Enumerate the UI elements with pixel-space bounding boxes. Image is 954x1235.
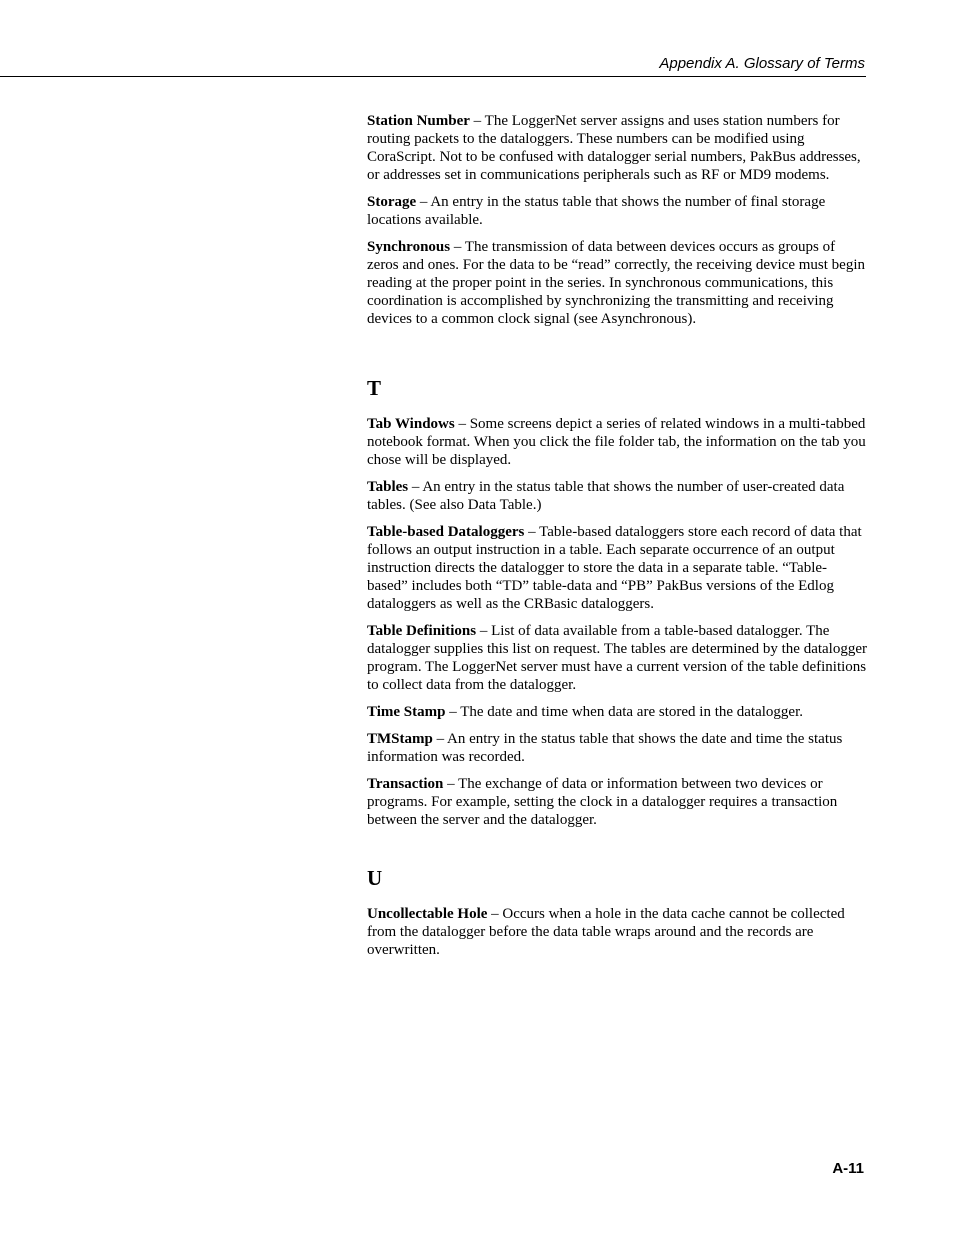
glossary-definition: – The LoggerNet server assigns and uses station numbers for routing packets to the dataloggers. These numbers can be modified using CoraScript. Not to be confused with datalogger serial numbers, PakBus addresses, or addresses set in communications peripherals such as RF or MD9 modems. <box>367 113 861 183</box>
glossary-definition: – The exchange of data or information between two devices or programs. For example, setting the clock in a datalogger requires a transaction between the server and the datalogger. <box>367 776 838 828</box>
glossary-definition: – An entry in the status table that shows the number of user-created data tables. (See also Data Table.) <box>367 479 845 513</box>
glossary-definition: – An entry in the status table that shows the number of final storage locations available. <box>367 194 826 228</box>
running-header: Appendix A. Glossary of Terms <box>659 55 865 72</box>
glossary-term: Table-based Dataloggers <box>367 524 525 540</box>
glossary-term: Synchronous <box>367 239 451 255</box>
glossary-term: Tables <box>367 479 409 495</box>
section-heading-t: T <box>367 376 382 400</box>
glossary-entry-uncollectable-hole <box>367 905 867 959</box>
glossary-entry-tab-windows <box>367 415 867 469</box>
glossary-term: Transaction <box>367 776 444 792</box>
glossary-term: Uncollectable Hole <box>367 906 488 922</box>
glossary-entry-station-number <box>367 112 867 184</box>
glossary-definition: – List of data available from a table-based datalogger. The datalogger supplies this list on request. The tables are determined by the datalogger program. The LoggerNet server must have a current version of the table definitions to collect data from the datalogger. <box>367 623 867 693</box>
t-entries <box>367 415 867 829</box>
page-number: A-11 <box>832 1160 864 1177</box>
glossary-entry-tables <box>367 478 867 514</box>
glossary-definition: – Some screens depict a series of related windows in a multi-tabbed notebook format. When you click the file folder tab, the information on the tab you chose will be displayed. <box>367 416 866 468</box>
glossary-term: Storage <box>367 194 417 210</box>
glossary-entry-tmstamp <box>367 730 867 766</box>
glossary-entry-synchronous <box>367 238 867 328</box>
glossary-term: TMStamp <box>367 731 433 747</box>
glossary-definition: – Occurs when a hole in the data cache cannot be collected from the datalogger before the data table wraps around and the records are overwritten. <box>367 906 845 958</box>
glossary-definition: – An entry in the status table that shows the date and time the status information was recorded. <box>367 731 843 765</box>
glossary-entry-transaction <box>367 775 867 829</box>
glossary-entry-time-stamp <box>367 703 867 721</box>
glossary-term: Table Definitions <box>367 623 477 639</box>
glossary-term: Station Number <box>367 113 470 129</box>
s-entries <box>367 112 867 328</box>
glossary-definition: – The date and time when data are stored in the datalogger. <box>445 704 803 720</box>
section-heading-u: U <box>367 866 383 890</box>
glossary-entry-table-based-dataloggers <box>367 523 867 613</box>
u-entries <box>367 905 867 959</box>
glossary-definition: – Table-based dataloggers store each record of data that follows an output instruction in a table. Each separate occurrence of an output instruction directs the datalogger to store the data in a separate table. “Table-based” includes both “TD” table-data and “PB” PakBus versions of the Edlog dataloggers as well as the CRBasic dataloggers. <box>367 524 862 612</box>
glossary-content <box>367 112 867 968</box>
glossary-term: Tab Windows <box>367 416 455 432</box>
glossary-definition: – The transmission of data between devices occurs as groups of zeros and ones. For the data to be “read” correctly, the receiving device must begin reading at the proper point in the series. In synchronous communications, this coordination is accomplished by synchronizing the transmitting and receiving devices to a common clock signal (see Asynchronous). <box>367 239 865 327</box>
header-rule <box>0 76 866 77</box>
glossary-entry-storage <box>367 193 867 229</box>
glossary-entry-table-definitions <box>367 622 867 694</box>
glossary-term: Time Stamp <box>367 704 446 720</box>
